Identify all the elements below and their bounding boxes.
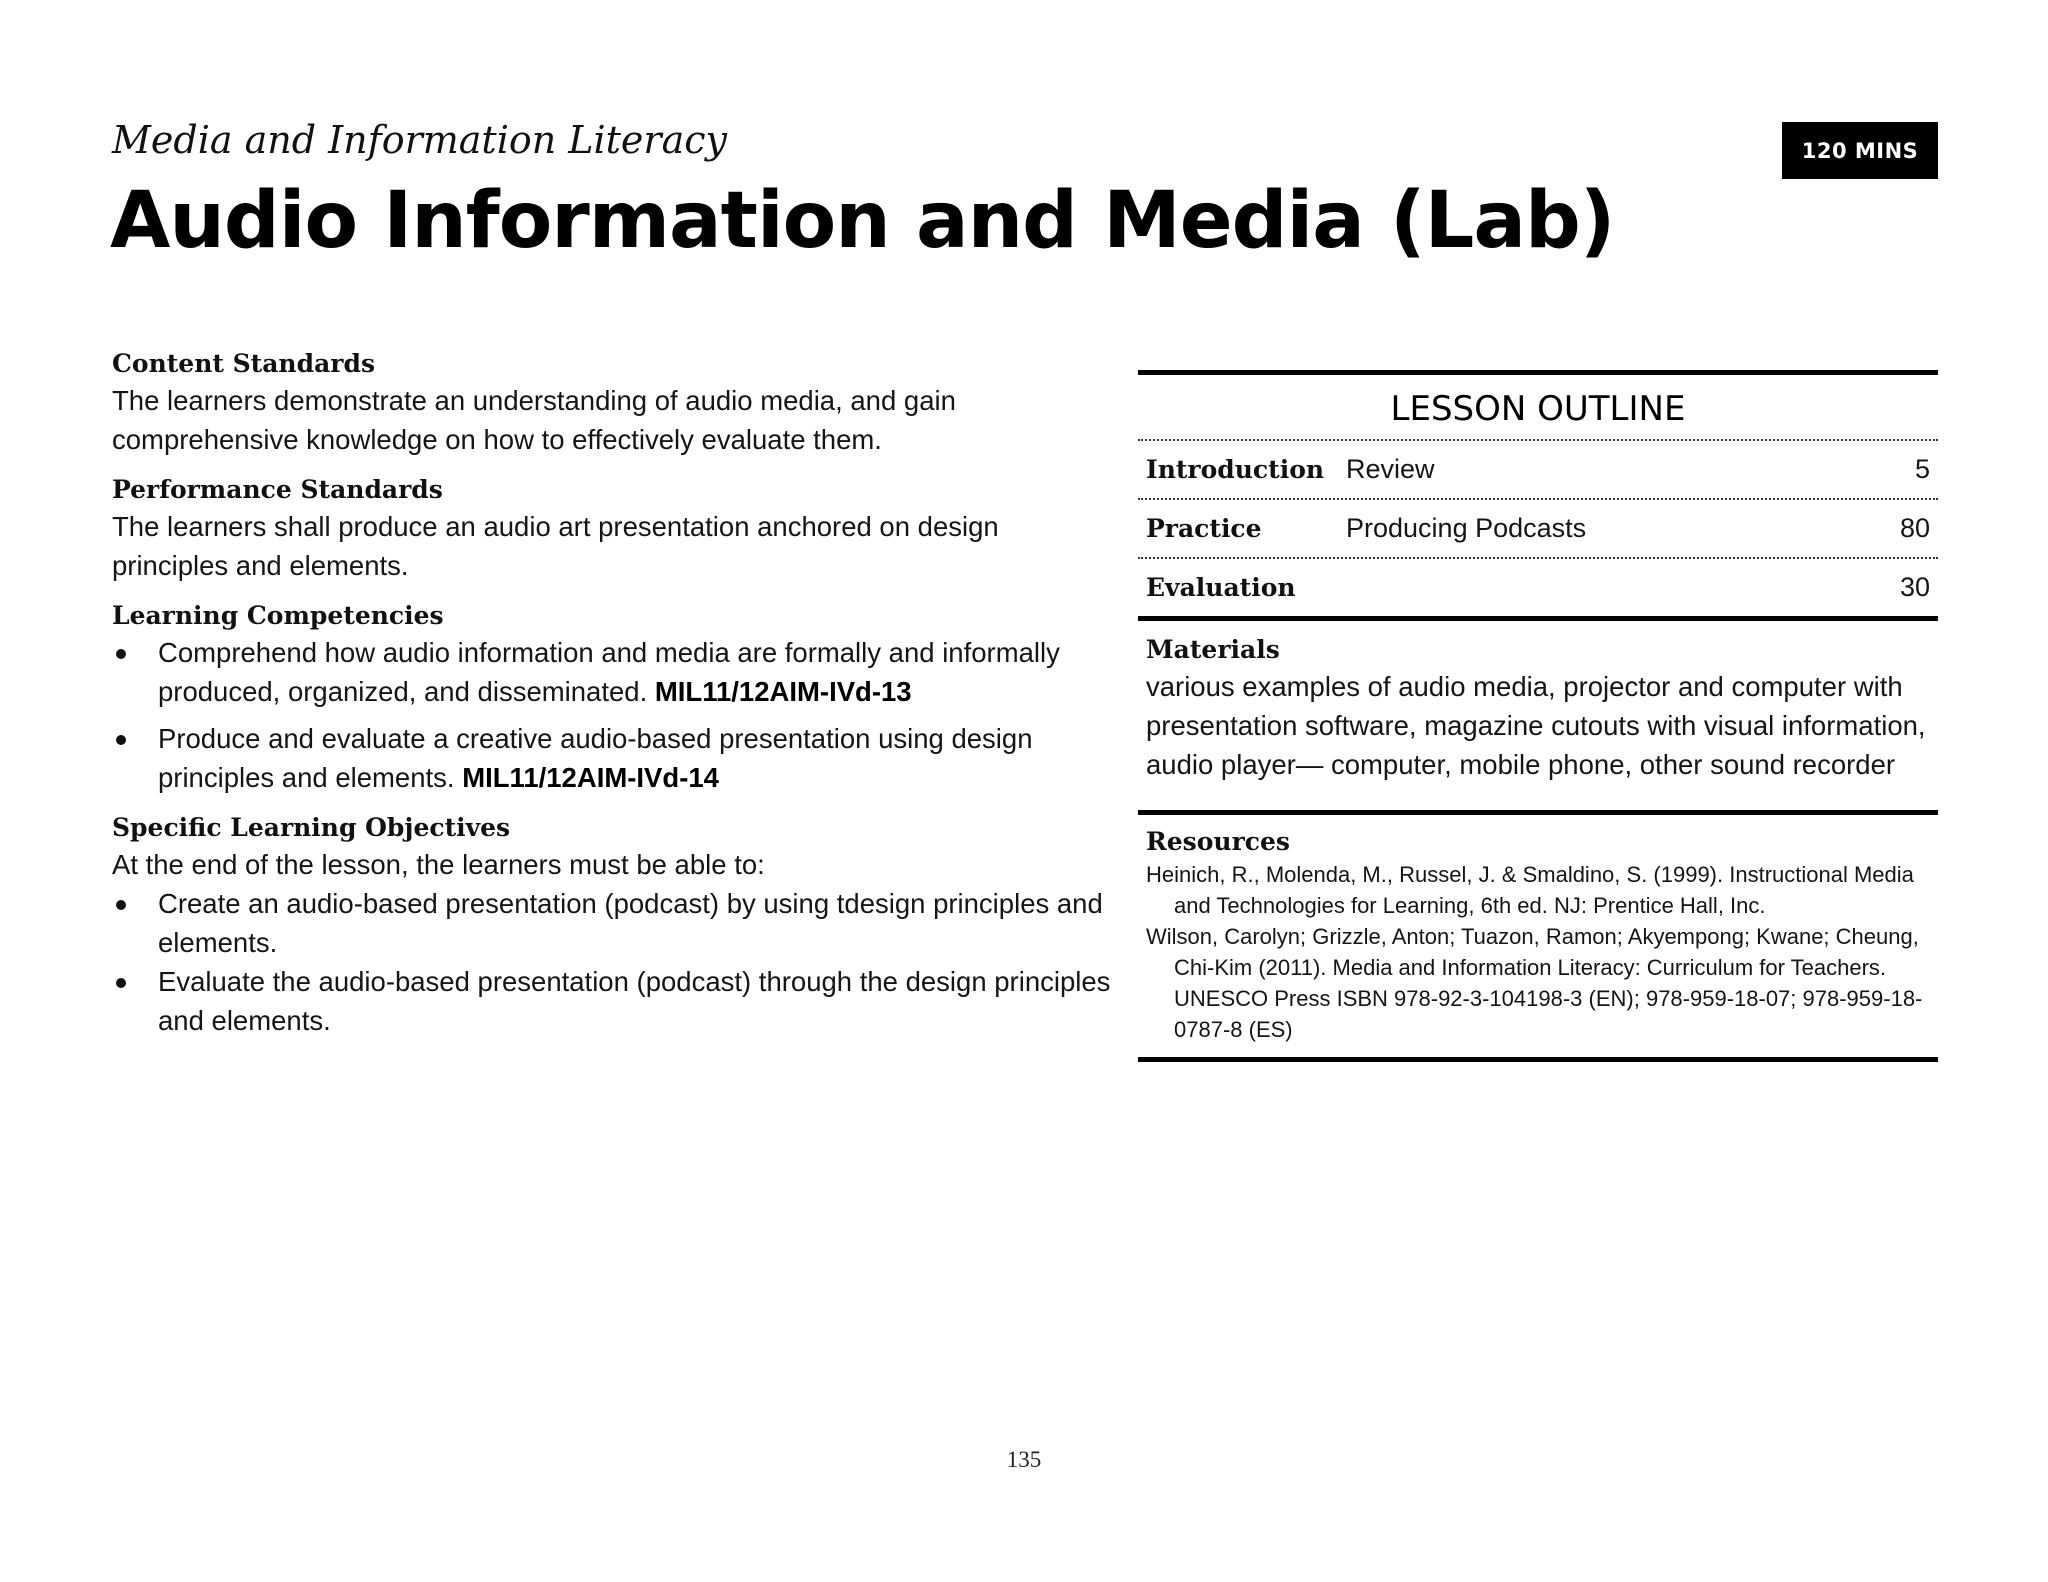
performance-standards-section <box>112 473 1112 585</box>
content-standards-heading: Content Standards <box>112 349 376 378</box>
outline-row <box>1138 500 1938 557</box>
resource-item: Heinich, R., Molenda, M., Russel, J. & Smaldino, S. (1999). Instructional Media and Technologies for Learning, 6th ed. NJ: Prentice Hall, Inc. <box>1146 862 1914 918</box>
outline-row <box>1138 559 1938 616</box>
list-item <box>112 719 1112 797</box>
standards-column <box>112 347 1112 1054</box>
bullet-icon <box>116 649 126 659</box>
list-item <box>112 884 1112 962</box>
outline-column <box>1138 370 1938 1062</box>
content-standards-text: The learners demonstrate an understanding of audio media, and gain comprehensive knowledge on how to effectively evaluate them. <box>112 385 956 455</box>
lesson-outline-title: LESSON OUTLINE <box>1390 389 1686 429</box>
performance-standards-heading: Performance Standards <box>112 475 443 504</box>
lesson-title: Audio Information and Media (Lab) <box>110 176 1615 266</box>
outline-phase: Practice <box>1146 514 1262 543</box>
outline-activity: Producing Podcasts <box>1346 513 1587 543</box>
outline-minutes: 5 <box>1914 454 1930 484</box>
outline-minutes: 80 <box>1899 513 1930 543</box>
divider <box>1138 1057 1938 1062</box>
objectives-list <box>112 884 1112 1040</box>
outline-activity: Review <box>1346 454 1435 484</box>
bullet-icon <box>116 735 126 745</box>
bullet-icon <box>116 978 126 988</box>
competencies-list <box>112 633 1112 797</box>
materials-section <box>1138 621 1938 810</box>
content-standards-section <box>112 347 1112 459</box>
objectives-section <box>112 811 1112 1040</box>
objectives-intro: At the end of the lesson, the learners must be able to: <box>112 849 765 880</box>
objectives-heading: Specific Learning Objectives <box>112 813 511 842</box>
outline-phase: Introduction <box>1146 455 1325 484</box>
competency-code: MIL11/12AIM-IVd-13 <box>654 676 912 707</box>
list-item <box>112 633 1112 711</box>
learning-competencies-section <box>112 599 1112 797</box>
objective-text: Create an audio-based presentation (podcast) by using tdesign principles and elements. <box>158 888 1103 958</box>
competency-text: Produce and evaluate a creative audio-based presentation using design principles and elements. <box>158 723 1033 793</box>
materials-heading: Materials <box>1146 635 1280 664</box>
objective-text: Evaluate the audio-based presentation (podcast) through the design principles and elements. <box>158 966 1111 1036</box>
competency-text: Comprehend how audio information and media are formally and informally produced, organized, and disseminated. <box>158 637 1060 707</box>
list-item <box>112 962 1112 1040</box>
competency-code: MIL11/12AIM-IVd-14 <box>462 762 719 793</box>
resources-section <box>1138 815 1938 1057</box>
materials-text: various examples of audio media, projector and computer with presentation software, magazine cutouts with visual information, audio player— computer, mobile phone, other sound recorder <box>1146 671 1926 780</box>
bullet-icon <box>116 900 126 910</box>
resources-heading: Resources <box>1146 827 1290 856</box>
learning-competencies-heading: Learning Competencies <box>112 601 444 630</box>
performance-standards-text: The learners shall produce an audio art presentation anchored on design principles and elements. <box>112 511 999 581</box>
page-number: 135 <box>1006 1447 1042 1472</box>
resource-item: Wilson, Carolyn; Grizzle, Anton; Tuazon, Ramon; Akyempong; Kwane; Cheung, Chi-Kim (2011). Media and Information Literacy: Curriculum for Teachers. UNESCO Press ISBN 978-92-3-104198-3 (EN); 978-959-18-07; 978-959-18-0787-8 (ES) <box>1146 924 1923 1042</box>
outline-phase: Evaluation <box>1146 573 1296 602</box>
duration-badge: 120 MINS <box>1782 122 1938 179</box>
subject-title: Media and Information Literacy <box>112 118 727 162</box>
outline-minutes: 30 <box>1899 572 1930 602</box>
outline-row <box>1138 441 1938 498</box>
